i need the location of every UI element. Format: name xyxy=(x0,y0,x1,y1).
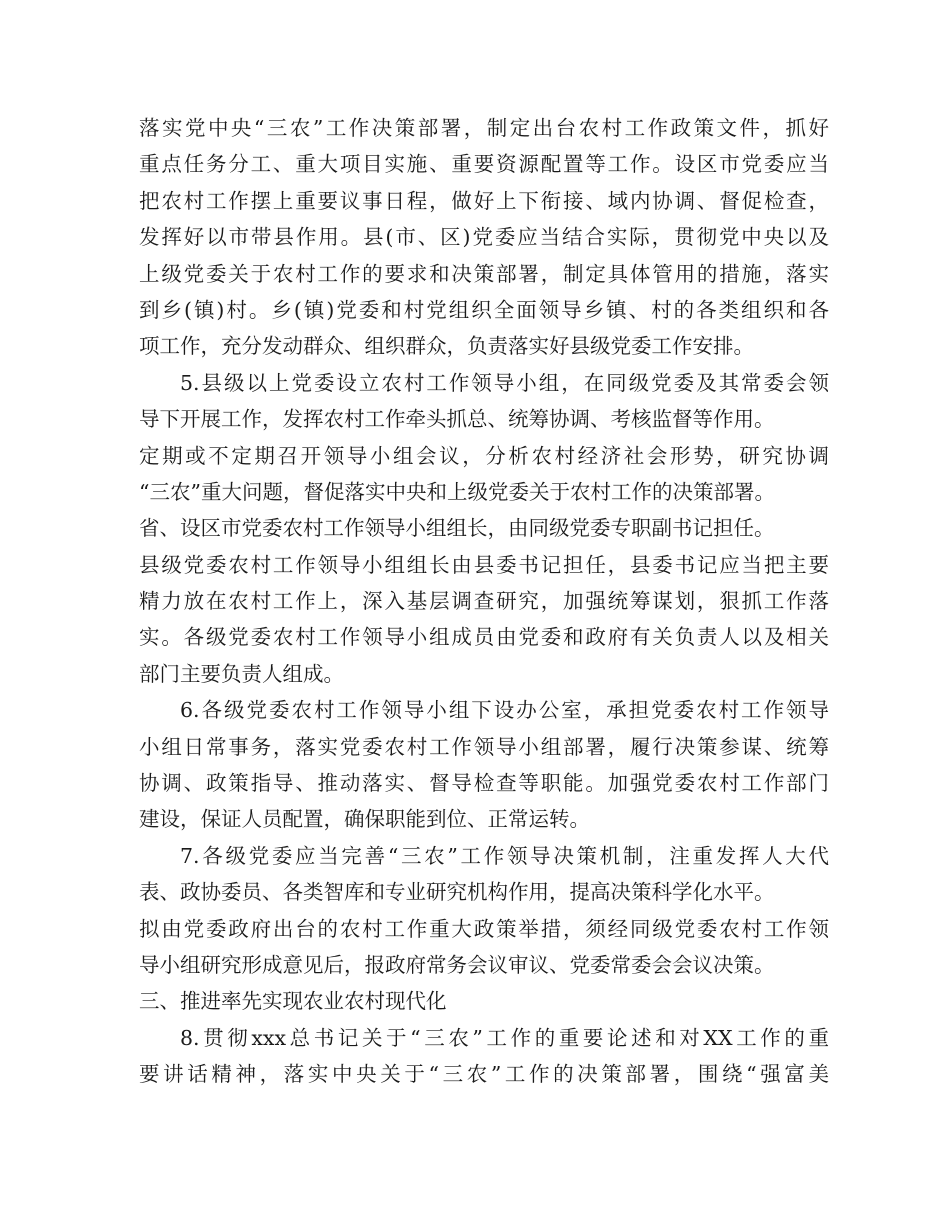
text-line: “三农”重大问题，督促落实中央和上级党委关于农村工作的决策部署。 xyxy=(139,479,775,504)
text-line: 导小组研究形成意见后，报政府常务会议审议、党委常委会会议决策。 xyxy=(139,952,775,977)
text-line: 把农村工作摆上重要议事日程，做好上下衔接、域内协调、督促检查， xyxy=(139,188,829,213)
text-line: 县级党委农村工作领导小组组长由县委书记担任，县委书记应当把主要 xyxy=(139,552,829,577)
text-line: 实。各级党委农村工作领导小组成员由党委和政府有关负责人以及相关 xyxy=(139,625,829,650)
text-line: 8.贯彻xxx总书记关于“三农”工作的重要论述和对XX工作的重 xyxy=(180,1025,829,1050)
text-line: 落实党中央“三农”工作决策部署，制定出台农村工作政策文件，抓好 xyxy=(139,116,829,140)
text-line: 三、推进率先实现农业农村现代化 xyxy=(139,989,447,1014)
text-line: 发挥好以市带县作用。县(市、区)党委应当结合实际，贯彻党中央以及 xyxy=(139,225,829,250)
text-line: 到乡(镇)村。乡(镇)党委和村党组织全面领导乡镇、村的各类组织和各 xyxy=(139,297,829,322)
text-line: 定期或不定期召开领导小组会议，分析农村经济社会形势，研究协调 xyxy=(139,443,829,468)
text-line: 项工作，充分发动群众、组织群众，负责落实好县级党委工作安排。 xyxy=(139,334,754,359)
text-line: 7.各级党委应当完善“三农”工作领导决策机制，注重发挥人大代 xyxy=(180,843,829,868)
text-line: 上级党委关于农村工作的要求和决策部署，制定具体管用的措施，落实 xyxy=(139,261,829,286)
text-line: 协调、政策指导、推动落实、督导检查等职能。加强党委农村工作部门 xyxy=(139,771,829,796)
text-line: 拟由党委政府出台的农村工作重大政策举措，须经同级党委农村工作领 xyxy=(139,916,829,941)
text-line: 精力放在农村工作上，深入基层调查研究，加强统筹谋划，狠抓工作落 xyxy=(139,589,829,614)
text-line: 小组日常事务，落实党委农村工作领导小组部署，履行决策参谋、统筹 xyxy=(139,734,829,759)
text-line: 省、设区市党委农村工作领导小组组长，由同级党委专职副书记担任。 xyxy=(139,516,775,541)
document-body xyxy=(139,110,829,1093)
text-line: 部门主要负责人组成。 xyxy=(139,661,344,686)
text-line: 重点任务分工、重大项目实施、重要资源配置等工作。设区市党委应当 xyxy=(139,152,829,177)
text-line: 6.各级党委农村工作领导小组下设办公室，承担党委农村工作领导 xyxy=(180,698,829,723)
text-line: 要讲话精神，落实中央关于“三农”工作的决策部署，围绕“强富美 xyxy=(139,1062,829,1087)
text-line: 建设，保证人员配置，确保职能到位、正常运转。 xyxy=(139,807,590,832)
text-line: 表、政协委员、各类智库和专业研究机构作用，提高决策科学化水平。 xyxy=(139,880,775,905)
text-line: 5.县级以上党委设立农村工作领导小组，在同级党委及其常委会领 xyxy=(180,370,829,395)
text-line: 导下开展工作，发挥农村工作牵头抓总、统筹协调、考核监督等作用。 xyxy=(139,407,775,432)
